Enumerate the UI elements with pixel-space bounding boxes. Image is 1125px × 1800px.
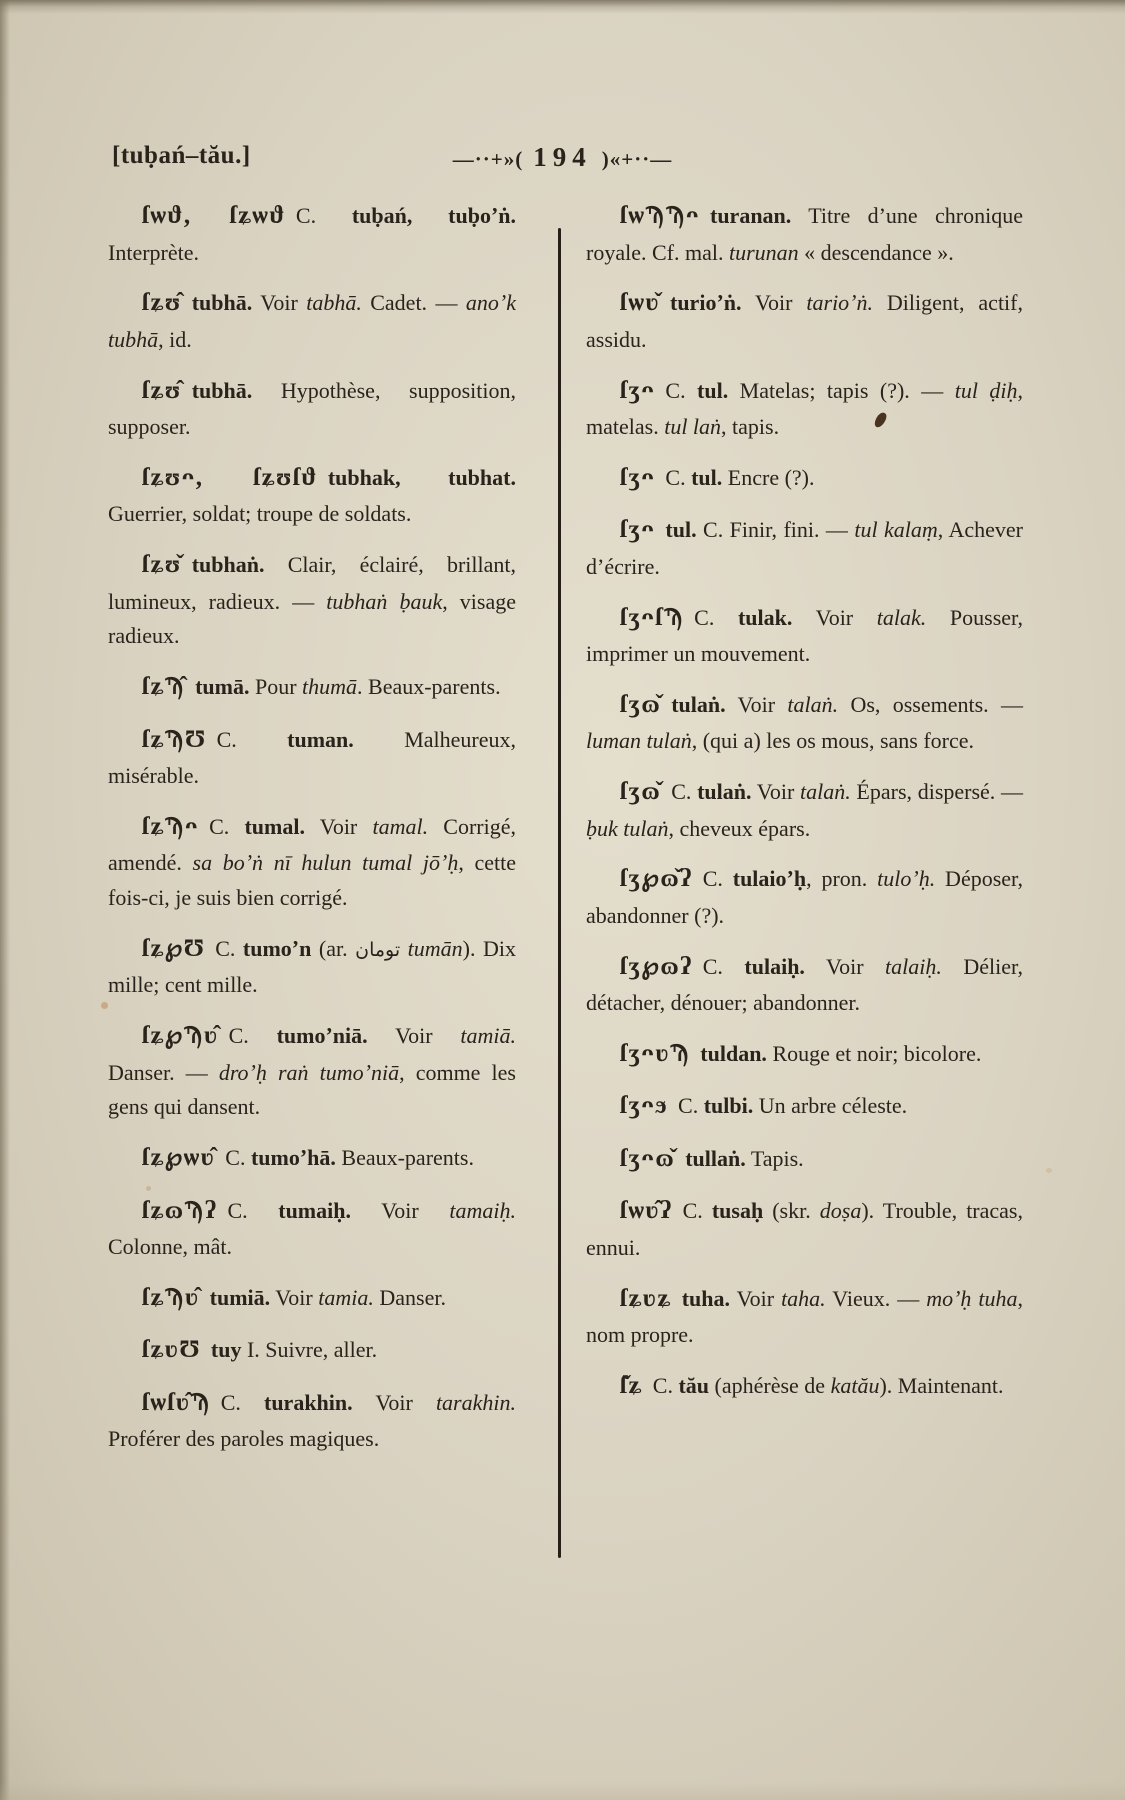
cham-script-glyphs: ſʑʊᴖ, ſʑʊſϑ (142, 463, 318, 491)
cham-script-glyphs: ſʑ℘Ʊ (142, 934, 206, 962)
dictionary-entry (586, 196, 1023, 270)
dictionary-entry (586, 1139, 1023, 1179)
definition-text: Voir (730, 1285, 782, 1311)
definition-text (400, 936, 408, 961)
definition-text: Pousser, imprimer un mouvement. (586, 604, 1023, 666)
headword: tuy (210, 1337, 242, 1363)
dictionary-entry (586, 283, 1023, 357)
dictionary-entry (586, 859, 1023, 933)
definition-text: Proférer des paroles magiques. (108, 1426, 380, 1452)
arabic-term: تومان (355, 938, 401, 961)
italic-term: tul laṅ (664, 414, 722, 439)
definition-text: , matelas. (586, 377, 1023, 439)
definition-text: C. (702, 953, 745, 979)
definition-text: Voir (351, 1197, 450, 1223)
definition-text: Danser. — (108, 1059, 219, 1085)
headword: tuha. (681, 1285, 730, 1311)
cham-script-glyphs: ſѡʋ̂ʔ (620, 1197, 673, 1225)
headword: tullaṅ. (685, 1145, 746, 1171)
italic-term: droʼḥ raṅ tumoʼniā (218, 1059, 400, 1085)
dictionary-entry (108, 196, 516, 270)
definition-text: , (qui a) les os mous, sans force. (691, 728, 975, 754)
italic-term: tul kalaṃ (854, 517, 938, 543)
cham-script-glyphs: ſʒᴖ (620, 376, 656, 404)
headword: turioʼṅ. (670, 290, 742, 316)
italic-term: tumān (407, 935, 463, 961)
definition-text: Diligent, actif, assidu. (586, 290, 1023, 352)
definition-text: (aphérèse de (709, 1372, 831, 1398)
definition-text: Délier, détacher, dénouer; abandonner. (586, 953, 1023, 1015)
definition-text: Tapis. (745, 1145, 804, 1171)
italic-term: talaiḥ. (885, 953, 942, 979)
definition-text: Voir (304, 813, 373, 839)
dictionary-entry (586, 1086, 1023, 1126)
cham-script-glyphs: ſʒɷ̌ (620, 778, 662, 805)
cham-script-glyphs: ſʒᴖ (620, 463, 656, 491)
headword: tulaṅ. (671, 691, 726, 717)
cham-script-glyphs: ſʑʊ̌ (142, 551, 182, 578)
cham-script-glyphs: ſʒᴖ (620, 516, 656, 544)
definition-text: C. (652, 1372, 679, 1398)
scan-edge-bottom (0, 1782, 1125, 1800)
definition-text: ). Trouble, tracas, ennui. (586, 1198, 1023, 1260)
cham-script-glyphs: ſѡϑ, ſʑѡϑ (142, 202, 286, 229)
definition-text: (ar. (311, 935, 356, 961)
dictionary-entry (108, 458, 516, 532)
dictionary-entry (108, 1138, 516, 1178)
headword: tumoʼn (242, 935, 312, 961)
dictionary-entry (586, 1279, 1023, 1353)
cham-script-glyphs: ſʑʊ̂ (142, 289, 182, 317)
definition-text: Déposer, abandonner (?). (586, 866, 1023, 928)
definition-text: C. (220, 1389, 264, 1415)
italic-term: tuloʼḥ. (877, 866, 936, 892)
headword: tul. (697, 377, 729, 403)
cham-script-glyphs: ſʑϠƱ (142, 725, 207, 753)
definition-text: , tapis. (721, 414, 780, 439)
dictionary-entry (108, 1330, 516, 1370)
definition-text: . Beaux-parents. (357, 674, 501, 699)
definition-text: (skr. (763, 1198, 820, 1224)
italic-term: talak. (876, 604, 927, 630)
definition-text: , comme les gens qui dansent. (108, 1059, 516, 1120)
dictionary-entry (586, 371, 1023, 445)
definition-text: , Achever d’écrire. (586, 517, 1023, 579)
cham-script-glyphs: ſʒᴖʋϠ (620, 1039, 691, 1067)
italic-term: talaṅ. (787, 691, 839, 717)
page-number-row (0, 142, 1125, 173)
definition-text: « descendance ». (798, 239, 954, 265)
italic-term: thumā (302, 674, 358, 699)
dictionary-entry (108, 1016, 516, 1125)
right-column (586, 196, 1023, 1418)
italic-term: tarioʼṅ. (806, 290, 874, 316)
cham-script-glyphs: ſʑʊ̂ (142, 376, 182, 404)
column-divider-rule (558, 228, 561, 1558)
definition-text: Guerrier, soldat; troupe de soldats. (108, 501, 412, 527)
cham-script-glyphs: ſѡϠϠᴖ (620, 202, 700, 229)
cham-script-glyphs: ſʑɷϠʔ (142, 1196, 218, 1224)
headword: tulaiḥ. (744, 953, 805, 979)
cham-script-glyphs: ſʑϠ̂ (142, 673, 186, 700)
page-number-ornament-right: )«+··— (601, 147, 673, 171)
definition-text: Rouge et noir; bicolore. (766, 1040, 982, 1066)
headword: turakhin. (264, 1389, 353, 1415)
definition-text: C. (671, 779, 698, 804)
headword: tul. (665, 517, 697, 543)
italic-term: tamia. (318, 1284, 374, 1310)
italic-term: talaṅ. (799, 779, 851, 804)
headword: tubhā. (191, 290, 253, 316)
dictionary-entry (586, 1366, 1023, 1406)
definition-text: C. (227, 1197, 279, 1223)
scan-edge-top (0, 0, 1125, 14)
definition-text: Voir (725, 691, 788, 717)
italic-term: anoʼk tubhā (108, 290, 516, 352)
italic-term: tubhaṅ ḅauk (326, 588, 443, 614)
headword: tumā. (195, 674, 250, 699)
definition-text: Pour (249, 674, 303, 699)
definition-text: I. Suivre, aller. (241, 1337, 378, 1363)
italic-term: tamaiḥ. (449, 1197, 516, 1223)
definition-text: C. (694, 604, 738, 630)
definition-text: , cheveux épars. (668, 815, 811, 841)
headword: tuman. (287, 726, 354, 752)
dictionary-entry (108, 371, 516, 445)
headword: tumoʼniā. (276, 1023, 368, 1048)
headword: tuḅań, tuḅoʼṅ. (351, 203, 516, 228)
definition-text: C. (682, 1198, 712, 1224)
dictionary-entry (108, 1383, 516, 1457)
definition-text: Interprète. (108, 239, 199, 265)
definition-text: Colonne, mât. (108, 1234, 233, 1259)
cham-script-glyphs: ſ̌ʑ (620, 1371, 643, 1399)
definition-text: Voir (804, 953, 886, 979)
definition-text: C. (295, 203, 352, 228)
cham-script-glyphs: ſʒᴖϧ (620, 1092, 669, 1120)
cham-script-glyphs: ſʑ℘Ϡʋ̂ (142, 1022, 219, 1049)
definition-text: Voir (792, 604, 877, 630)
definition-text: Voir (367, 1023, 461, 1048)
definition-text: Un arbre céleste. (753, 1093, 908, 1119)
cham-script-glyphs: ſѡʋ̌ (620, 289, 660, 317)
italic-term: taha. (781, 1285, 826, 1311)
definition-text: C. (209, 813, 245, 839)
italic-term: turunan (728, 239, 799, 265)
definition-text: , pron. (806, 866, 878, 892)
headword: tul. (691, 464, 723, 490)
italic-term: luman tulaṅ (586, 728, 692, 754)
dictionary-entry (108, 1278, 516, 1318)
italic-term: katău (830, 1372, 880, 1398)
definition-text: C. (678, 1093, 704, 1119)
definition-text: Hypothèse, supposition, supposer. (108, 377, 516, 439)
cham-script-glyphs: ſʑʋƱ (142, 1336, 201, 1364)
paper-speck (1046, 1168, 1052, 1173)
definition-text: C. (665, 377, 698, 403)
dictionary-entry (108, 929, 516, 1003)
headword: tulaṅ. (697, 779, 752, 804)
definition-text: C. (225, 1145, 251, 1170)
headword: tubhā. (191, 377, 253, 403)
dictionary-entry (108, 283, 516, 357)
headword: tumal. (244, 813, 305, 839)
definition-text: Titre d’une chronique royale. Cf. mal. (586, 203, 1023, 265)
cham-script-glyphs: ſʑϠʋ̂ (142, 1283, 200, 1311)
definition-text: C. (702, 866, 733, 892)
headword: tulaioʼḥ (732, 866, 807, 892)
dictionary-entry (586, 772, 1023, 846)
definition-text: Encre (?). (722, 464, 815, 490)
definition-text: Malheureux, misérable. (108, 726, 516, 788)
headword: tulak. (737, 604, 793, 630)
dictionary-entry (586, 1191, 1023, 1265)
italic-term: tul ḍiḥ (954, 377, 1018, 403)
dictionary-entry (586, 1034, 1023, 1074)
cham-script-glyphs: ſʑ℘ѡʋ̂ (142, 1144, 216, 1171)
definition-text: Corrigé, amendé. (108, 813, 517, 876)
cham-script-glyphs: ſʑϠᴖ (142, 812, 200, 840)
definition-text: , nom propre. (586, 1285, 1023, 1347)
definition-text: Voir (751, 779, 800, 804)
cham-script-glyphs: ſʒᴖſϠ (620, 603, 685, 631)
running-head: [tuḅań–tău.] (112, 142, 251, 169)
paper-speck (101, 1002, 108, 1009)
headword: tuldan. (700, 1040, 767, 1066)
definition-text: , visage radieux. (108, 588, 517, 649)
headword: turanan. (710, 203, 792, 228)
definition-text: Voir (741, 290, 807, 316)
dictionary-entry (108, 807, 516, 916)
italic-term: ḅuk tulaṅ (586, 815, 669, 841)
headword: tulbi. (703, 1093, 754, 1119)
definition-text: , id. (158, 326, 192, 352)
definition-text: C. (228, 1023, 277, 1048)
definition-text: Voir (270, 1284, 319, 1310)
page-number-ornament-left: —··+»( (452, 147, 524, 171)
headword: tubhaṅ. (191, 552, 265, 577)
italic-term: moʼḥ tuha (926, 1285, 1018, 1311)
cham-script-glyphs: ſѡſʋ̂Ϡ (142, 1388, 211, 1416)
paper-speck (146, 1186, 151, 1191)
definition-text: Épars, dispersé. — (850, 779, 1023, 804)
dictionary-entry (586, 458, 1023, 498)
scan-edge-left (0, 0, 10, 1800)
definition-text: Voir (252, 290, 307, 316)
definition-text: Os, ossements. — (838, 691, 1024, 717)
dictionary-entry (108, 545, 516, 654)
page-number: 194 (533, 142, 592, 172)
definition-text: C. (665, 464, 692, 490)
definition-text: Clair, éclairé, brillant, lumineux, radieux. — (108, 552, 516, 614)
headword: tusaḥ (711, 1198, 764, 1224)
definition-text: C. Finir, fini. — (696, 517, 855, 543)
definition-text: ). Maintenant. (879, 1372, 1004, 1398)
headword: tău (678, 1372, 710, 1398)
italic-term: sa boʼṅ nī hulun tumal jōʼḥ (192, 850, 459, 876)
dictionary-entry (586, 598, 1023, 672)
definition-text: , cette fois-ci, je suis bien corrigé. (108, 850, 517, 910)
headword: tumiā. (209, 1284, 271, 1310)
left-column (108, 196, 516, 1470)
italic-term: tamiā. (460, 1023, 516, 1048)
definition-text: Danser. (373, 1284, 446, 1310)
dictionary-entry (586, 947, 1023, 1021)
cham-script-glyphs: ſʒ℘ɷʔ (620, 952, 693, 980)
cham-script-glyphs: ſʑʋʑ (620, 1284, 672, 1312)
definition-text: Cadet. — (361, 290, 466, 316)
headword: tumoʼhā. (250, 1145, 336, 1170)
definition-text: C. (215, 935, 243, 961)
dictionary-entry (108, 667, 516, 707)
italic-term: tarakhin. (435, 1389, 516, 1415)
definition-text: Vieux. — (825, 1285, 927, 1311)
italic-term: tamal. (372, 813, 429, 839)
dictionary-entry (586, 510, 1023, 584)
cham-script-glyphs: ſʒ℘ɷ̌ʔ (620, 865, 693, 893)
cham-script-glyphs: ſʒɷ̌ (620, 690, 662, 718)
definition-text: Beaux-parents. (335, 1145, 474, 1170)
italic-term: doṣa (819, 1198, 862, 1224)
headword: tumaiḥ. (278, 1197, 351, 1223)
definition-text: Matelas; tapis (?). — (728, 377, 955, 403)
definition-text: Voir (352, 1389, 436, 1415)
cham-script-glyphs: ſʒᴖɷ̌ (620, 1144, 676, 1172)
dictionary-entry (586, 685, 1023, 759)
definition-text: ). Dix mille; cent mille. (108, 935, 516, 998)
italic-term: tabhā. (306, 290, 362, 316)
dictionary-entry (108, 1191, 516, 1265)
headword: tubhak, tubhat. (327, 464, 516, 490)
definition-text: C. (216, 726, 288, 752)
dictionary-entry (108, 720, 516, 794)
